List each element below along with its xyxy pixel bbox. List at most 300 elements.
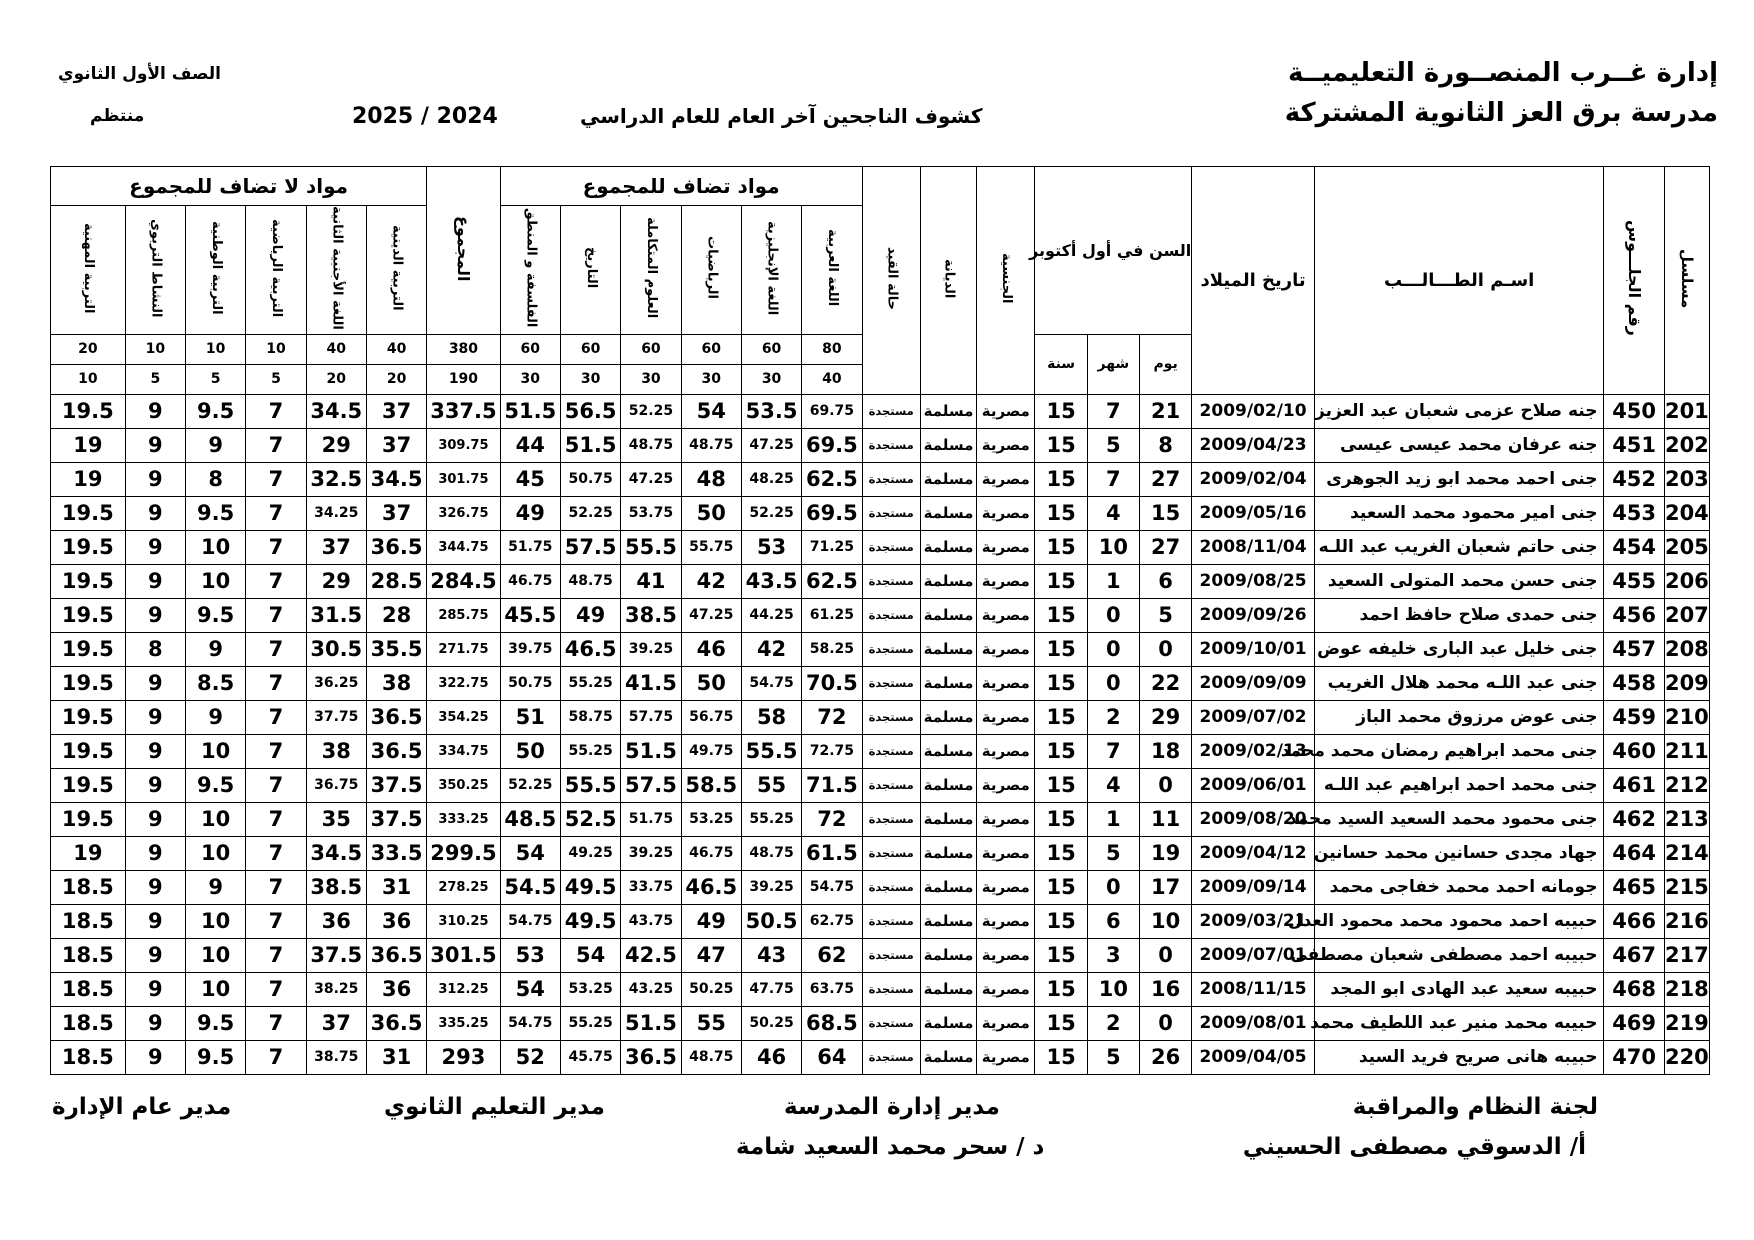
cell-religion-ed: 36.5 — [366, 530, 426, 564]
cell-name: حبيبه احمد مصطفى شعبان مصطفى — [1314, 938, 1604, 972]
cell-sports: 7 — [246, 632, 306, 666]
cell-history: 49.5 — [560, 870, 620, 904]
cell-day: 18 — [1139, 734, 1191, 768]
cell-national: 8.5 — [185, 666, 245, 700]
cell-dob: 2009/09/09 — [1192, 666, 1315, 700]
cell-dob: 2009/08/25 — [1192, 564, 1315, 598]
cell-activity: 9 — [125, 904, 185, 938]
results-table — [50, 166, 1710, 1075]
cell-total: 284.5 — [427, 564, 500, 598]
cell-second-lang: 35 — [306, 802, 366, 836]
col-english: اللغة الإنجليزية — [741, 206, 801, 335]
cell-english: 42 — [741, 632, 801, 666]
cell-activity: 9 — [125, 938, 185, 972]
cell-total: 337.5 — [427, 394, 500, 428]
cell-english: 50.5 — [741, 904, 801, 938]
cell-day: 26 — [1139, 1040, 1191, 1074]
cell-science: 42.5 — [621, 938, 681, 972]
cell-nat: مصرية — [977, 462, 1035, 496]
table-row — [51, 394, 1710, 428]
cell-seat: 470 — [1604, 1040, 1664, 1074]
min-score: 5 — [185, 364, 245, 394]
cell-vocational: 19.5 — [51, 666, 126, 700]
cell-rel: مسلمة — [920, 394, 976, 428]
cell-math: 56.75 — [681, 700, 741, 734]
cell-religion-ed: 36 — [366, 972, 426, 1006]
cell-vocational: 19.5 — [51, 496, 126, 530]
cell-dob: 2009/02/04 — [1192, 462, 1315, 496]
sheet-title: كشوف الناجحين آخر العام للعام الدراسي — [580, 104, 983, 128]
cell-month: 7 — [1087, 394, 1139, 428]
cell-year: 15 — [1035, 496, 1087, 530]
cell-arabic: 61.5 — [802, 836, 862, 870]
cell-national: 10 — [185, 836, 245, 870]
cell-philosophy: 50 — [500, 734, 560, 768]
cell-philosophy: 52 — [500, 1040, 560, 1074]
cell-english: 50.25 — [741, 1006, 801, 1040]
cell-activity: 9 — [125, 530, 185, 564]
cell-seat: 452 — [1604, 462, 1664, 496]
cell-religion-ed: 38 — [366, 666, 426, 700]
cell-year: 15 — [1035, 938, 1087, 972]
cell-activity: 9 — [125, 870, 185, 904]
col-month: شهر — [1087, 334, 1139, 394]
cell-dob: 2009/04/05 — [1192, 1040, 1315, 1074]
cell-serial: 213 — [1664, 802, 1709, 836]
cell-month: 3 — [1087, 938, 1139, 972]
cell-science: 39.25 — [621, 632, 681, 666]
cell-activity: 9 — [125, 700, 185, 734]
cell-year: 15 — [1035, 564, 1087, 598]
cell-month: 2 — [1087, 700, 1139, 734]
cell-month: 2 — [1087, 1006, 1139, 1040]
cell-science: 38.5 — [621, 598, 681, 632]
cell-history: 49.25 — [560, 836, 620, 870]
cell-philosophy: 54 — [500, 972, 560, 1006]
cell-name: جنى امير محمود محمد السعيد — [1314, 496, 1604, 530]
cell-math: 50 — [681, 496, 741, 530]
cell-dob: 2009/09/26 — [1192, 598, 1315, 632]
cell-total: 285.75 — [427, 598, 500, 632]
cell-science: 43.25 — [621, 972, 681, 1006]
cell-sports: 7 — [246, 870, 306, 904]
cell-status: مستجدة — [862, 428, 920, 462]
cell-second-lang: 34.25 — [306, 496, 366, 530]
cell-vocational: 19.5 — [51, 564, 126, 598]
cell-math: 48 — [681, 462, 741, 496]
cell-arabic: 54.75 — [802, 870, 862, 904]
cell-sports: 7 — [246, 1006, 306, 1040]
col-arabic: اللغة العربية — [802, 206, 862, 335]
cell-total: 350.25 — [427, 768, 500, 802]
cell-serial: 219 — [1664, 1006, 1709, 1040]
cell-nat: مصرية — [977, 530, 1035, 564]
table-row — [51, 428, 1710, 462]
cell-religion-ed: 36.5 — [366, 1006, 426, 1040]
cell-status: مستجدة — [862, 700, 920, 734]
cell-name: حبيبه احمد محمود محمد محمود العدل — [1314, 904, 1604, 938]
cell-seat: 459 — [1604, 700, 1664, 734]
cell-nat: مصرية — [977, 972, 1035, 1006]
table-row — [51, 1006, 1710, 1040]
cell-religion-ed: 36.5 — [366, 700, 426, 734]
cell-seat: 454 — [1604, 530, 1664, 564]
cell-arabic: 71.25 — [802, 530, 862, 564]
grade-label: الصف الأول الثانوي — [58, 64, 222, 84]
cell-rel: مسلمة — [920, 564, 976, 598]
cell-dob: 2009/06/01 — [1192, 768, 1315, 802]
cell-philosophy: 46.75 — [500, 564, 560, 598]
cell-religion-ed: 31 — [366, 870, 426, 904]
cell-english: 43 — [741, 938, 801, 972]
cell-year: 15 — [1035, 904, 1087, 938]
cell-english: 47.25 — [741, 428, 801, 462]
cell-year: 15 — [1035, 666, 1087, 700]
cell-english: 53 — [741, 530, 801, 564]
cell-vocational: 18.5 — [51, 904, 126, 938]
cell-seat: 460 — [1604, 734, 1664, 768]
cell-religion-ed: 37 — [366, 394, 426, 428]
cell-year: 15 — [1035, 734, 1087, 768]
cell-science: 43.75 — [621, 904, 681, 938]
cell-month: 5 — [1087, 836, 1139, 870]
cell-activity: 8 — [125, 632, 185, 666]
cell-year: 15 — [1035, 768, 1087, 802]
cell-day: 6 — [1139, 564, 1191, 598]
cell-national: 9 — [185, 632, 245, 666]
cell-nat: مصرية — [977, 632, 1035, 666]
cell-english: 55.25 — [741, 802, 801, 836]
cell-english: 44.25 — [741, 598, 801, 632]
table-row — [51, 462, 1710, 496]
cell-math: 50 — [681, 666, 741, 700]
cell-status: مستجدة — [862, 462, 920, 496]
table-row — [51, 700, 1710, 734]
cell-history: 48.75 — [560, 564, 620, 598]
cell-history: 51.5 — [560, 428, 620, 462]
cell-sports: 7 — [246, 666, 306, 700]
cell-year: 15 — [1035, 598, 1087, 632]
cell-philosophy: 54 — [500, 836, 560, 870]
education-director-title: مدير التعليم الثانوي — [384, 1094, 605, 1120]
max-score: 60 — [741, 334, 801, 364]
cell-history: 55.25 — [560, 666, 620, 700]
cell-name: جنى حسن محمد المتولى السعيد — [1314, 564, 1604, 598]
cell-day: 0 — [1139, 632, 1191, 666]
cell-name: جنى محمد احمد ابراهيم عبد اللـه — [1314, 768, 1604, 802]
cell-religion-ed: 36.5 — [366, 938, 426, 972]
cell-year: 15 — [1035, 394, 1087, 428]
cell-science: 39.25 — [621, 836, 681, 870]
cell-name: حبيبه هانى صريح فريد السيد — [1314, 1040, 1604, 1074]
table-row — [51, 870, 1710, 904]
cell-seat: 464 — [1604, 836, 1664, 870]
cell-english: 52.25 — [741, 496, 801, 530]
cell-year: 15 — [1035, 462, 1087, 496]
cell-day: 27 — [1139, 462, 1191, 496]
cell-serial: 201 — [1664, 394, 1709, 428]
cell-rel: مسلمة — [920, 972, 976, 1006]
max-score: 20 — [51, 334, 126, 364]
cell-seat: 467 — [1604, 938, 1664, 972]
cell-nat: مصرية — [977, 836, 1035, 870]
cell-second-lang: 38 — [306, 734, 366, 768]
cell-arabic: 70.5 — [802, 666, 862, 700]
cell-total: 344.75 — [427, 530, 500, 564]
cell-second-lang: 34.5 — [306, 394, 366, 428]
cell-second-lang: 37.75 — [306, 700, 366, 734]
cell-national: 10 — [185, 972, 245, 1006]
cell-activity: 9 — [125, 462, 185, 496]
cell-day: 8 — [1139, 428, 1191, 462]
cell-serial: 211 — [1664, 734, 1709, 768]
cell-arabic: 61.25 — [802, 598, 862, 632]
cell-philosophy: 54.5 — [500, 870, 560, 904]
cell-science: 55.5 — [621, 530, 681, 564]
cell-total: 326.75 — [427, 496, 500, 530]
cell-sports: 7 — [246, 1040, 306, 1074]
cell-religion-ed: 28 — [366, 598, 426, 632]
cell-national: 9.5 — [185, 1006, 245, 1040]
max-score: 80 — [802, 334, 862, 364]
cell-national: 9 — [185, 700, 245, 734]
table-row — [51, 632, 1710, 666]
cell-history: 46.5 — [560, 632, 620, 666]
cell-year: 15 — [1035, 1006, 1087, 1040]
cell-activity: 9 — [125, 598, 185, 632]
cell-status: مستجدة — [862, 1006, 920, 1040]
cell-activity: 9 — [125, 666, 185, 700]
cell-serial: 204 — [1664, 496, 1709, 530]
cell-sports: 7 — [246, 938, 306, 972]
cell-serial: 212 — [1664, 768, 1709, 802]
cell-year: 15 — [1035, 632, 1087, 666]
col-age-group: السن في أول أكتوبر — [1035, 167, 1192, 335]
cell-total: 293 — [427, 1040, 500, 1074]
cell-philosophy: 53 — [500, 938, 560, 972]
max-score: 60 — [621, 334, 681, 364]
cell-name: جومانه احمد محمد خفاجى محمد — [1314, 870, 1604, 904]
cell-dob: 2009/07/01 — [1192, 938, 1315, 972]
table-row — [51, 734, 1710, 768]
cell-total: 278.25 — [427, 870, 500, 904]
cell-vocational: 19.5 — [51, 394, 126, 428]
committee-title: لجنة النظام والمراقبة — [1352, 1094, 1598, 1120]
table-row — [51, 768, 1710, 802]
cell-vocational: 18.5 — [51, 870, 126, 904]
cell-sports: 7 — [246, 802, 306, 836]
cell-science: 41 — [621, 564, 681, 598]
cell-math: 49 — [681, 904, 741, 938]
cell-dob: 2008/11/15 — [1192, 972, 1315, 1006]
cell-nat: مصرية — [977, 768, 1035, 802]
cell-vocational: 19.5 — [51, 802, 126, 836]
cell-serial: 205 — [1664, 530, 1709, 564]
cell-month: 0 — [1087, 598, 1139, 632]
cell-dob: 2009/09/14 — [1192, 870, 1315, 904]
cell-day: 0 — [1139, 1006, 1191, 1040]
cell-nat: مصرية — [977, 428, 1035, 462]
cell-sports: 7 — [246, 428, 306, 462]
cell-activity: 9 — [125, 1040, 185, 1074]
cell-status: مستجدة — [862, 632, 920, 666]
cell-rel: مسلمة — [920, 700, 976, 734]
cell-dob: 2009/03/21 — [1192, 904, 1315, 938]
cell-nat: مصرية — [977, 564, 1035, 598]
cell-second-lang: 34.5 — [306, 836, 366, 870]
cell-arabic: 62.75 — [802, 904, 862, 938]
cell-activity: 9 — [125, 564, 185, 598]
cell-philosophy: 52.25 — [500, 768, 560, 802]
cell-day: 21 — [1139, 394, 1191, 428]
col-nationality: الجنسية — [977, 167, 1035, 395]
cell-science: 51.75 — [621, 802, 681, 836]
cell-national: 10 — [185, 734, 245, 768]
cell-sports: 7 — [246, 734, 306, 768]
cell-status: مستجدة — [862, 496, 920, 530]
cell-philosophy: 51 — [500, 700, 560, 734]
cell-year: 15 — [1035, 530, 1087, 564]
cell-nat: مصرية — [977, 666, 1035, 700]
cell-national: 9.5 — [185, 394, 245, 428]
cell-dob: 2009/02/13 — [1192, 734, 1315, 768]
cell-nat: مصرية — [977, 394, 1035, 428]
cell-history: 53.25 — [560, 972, 620, 1006]
cell-sports: 7 — [246, 836, 306, 870]
cell-second-lang: 37 — [306, 530, 366, 564]
cell-name: جنى احمد محمد ابو زيد الجوهرى — [1314, 462, 1604, 496]
table-row — [51, 666, 1710, 700]
cell-total: 333.25 — [427, 802, 500, 836]
cell-day: 17 — [1139, 870, 1191, 904]
cell-month: 5 — [1087, 428, 1139, 462]
cell-second-lang: 36.75 — [306, 768, 366, 802]
table-row — [51, 904, 1710, 938]
cell-science: 52.25 — [621, 394, 681, 428]
cell-vocational: 18.5 — [51, 938, 126, 972]
cell-sports: 7 — [246, 530, 306, 564]
cell-sports: 7 — [246, 904, 306, 938]
cell-status: مستجدة — [862, 938, 920, 972]
cell-sports: 7 — [246, 564, 306, 598]
group-not-added: مواد لا تضاف للمجموع — [51, 167, 427, 206]
cell-day: 19 — [1139, 836, 1191, 870]
min-score: 30 — [560, 364, 620, 394]
cell-religion-ed: 37 — [366, 496, 426, 530]
cell-rel: مسلمة — [920, 1006, 976, 1040]
cell-second-lang: 31.5 — [306, 598, 366, 632]
table-row — [51, 496, 1710, 530]
cell-math: 46 — [681, 632, 741, 666]
cell-vocational: 19 — [51, 462, 126, 496]
cell-month: 4 — [1087, 496, 1139, 530]
cell-english: 39.25 — [741, 870, 801, 904]
committee-name: أ/ الدسوقي مصطفى الحسيني — [1242, 1134, 1586, 1160]
cell-sports: 7 — [246, 462, 306, 496]
cell-arabic: 62.5 — [802, 462, 862, 496]
cell-serial: 216 — [1664, 904, 1709, 938]
cell-national: 9.5 — [185, 496, 245, 530]
cell-sports: 7 — [246, 598, 306, 632]
cell-history: 55.5 — [560, 768, 620, 802]
cell-philosophy: 44 — [500, 428, 560, 462]
cell-philosophy: 39.75 — [500, 632, 560, 666]
cell-vocational: 18.5 — [51, 1040, 126, 1074]
cell-religion-ed: 37.5 — [366, 768, 426, 802]
min-score: 5 — [125, 364, 185, 394]
col-day: يوم — [1139, 334, 1191, 394]
cell-seat: 453 — [1604, 496, 1664, 530]
cell-math: 54 — [681, 394, 741, 428]
cell-national: 10 — [185, 564, 245, 598]
cell-philosophy: 45.5 — [500, 598, 560, 632]
cell-serial: 202 — [1664, 428, 1709, 462]
cell-sports: 7 — [246, 496, 306, 530]
cell-history: 56.5 — [560, 394, 620, 428]
cell-philosophy: 51.5 — [500, 394, 560, 428]
cell-math: 46.5 — [681, 870, 741, 904]
cell-history: 58.75 — [560, 700, 620, 734]
cell-day: 0 — [1139, 938, 1191, 972]
cell-dob: 2009/04/23 — [1192, 428, 1315, 462]
col-year: سنة — [1035, 334, 1087, 394]
cell-second-lang: 38.25 — [306, 972, 366, 1006]
cell-vocational: 18.5 — [51, 972, 126, 1006]
cell-national: 9 — [185, 428, 245, 462]
cell-second-lang: 29 — [306, 564, 366, 598]
cell-vocational: 19 — [51, 836, 126, 870]
cell-name: جنى عوض مرزوق محمد الباز — [1314, 700, 1604, 734]
cell-day: 0 — [1139, 768, 1191, 802]
cell-status: مستجدة — [862, 870, 920, 904]
cell-activity: 9 — [125, 836, 185, 870]
cell-month: 0 — [1087, 666, 1139, 700]
cell-day: 15 — [1139, 496, 1191, 530]
cell-vocational: 19.5 — [51, 734, 126, 768]
cell-day: 5 — [1139, 598, 1191, 632]
cell-name: جهاد مجدى حسانين محمد حسانين — [1314, 836, 1604, 870]
cell-activity: 9 — [125, 768, 185, 802]
cell-vocational: 19.5 — [51, 598, 126, 632]
cell-national: 9.5 — [185, 598, 245, 632]
cell-math: 55.75 — [681, 530, 741, 564]
cell-month: 6 — [1087, 904, 1139, 938]
cell-status: مستجدة — [862, 564, 920, 598]
cell-national: 10 — [185, 530, 245, 564]
cell-name: جنى محمد ابراهيم رمضان محمد محمد — [1314, 734, 1604, 768]
cell-rel: مسلمة — [920, 938, 976, 972]
col-sports: التربية الرياضية — [246, 206, 306, 335]
cell-month: 7 — [1087, 462, 1139, 496]
cell-name: جنى حاتم شعبان الغريب عبد اللـه — [1314, 530, 1604, 564]
cell-national: 8 — [185, 462, 245, 496]
cell-history: 57.5 — [560, 530, 620, 564]
cell-dob: 2009/08/20 — [1192, 802, 1315, 836]
cell-dob: 2008/11/04 — [1192, 530, 1315, 564]
cell-history: 45.75 — [560, 1040, 620, 1074]
cell-status: مستجدة — [862, 598, 920, 632]
status-label: منتظم — [90, 106, 145, 126]
max-score: 10 — [185, 334, 245, 364]
cell-science: 57.75 — [621, 700, 681, 734]
cell-month: 7 — [1087, 734, 1139, 768]
cell-rel: مسلمة — [920, 802, 976, 836]
cell-second-lang: 37 — [306, 1006, 366, 1040]
cell-year: 15 — [1035, 972, 1087, 1006]
cell-status: مستجدة — [862, 802, 920, 836]
col-total: المجموع — [427, 167, 500, 335]
cell-arabic: 69.5 — [802, 428, 862, 462]
